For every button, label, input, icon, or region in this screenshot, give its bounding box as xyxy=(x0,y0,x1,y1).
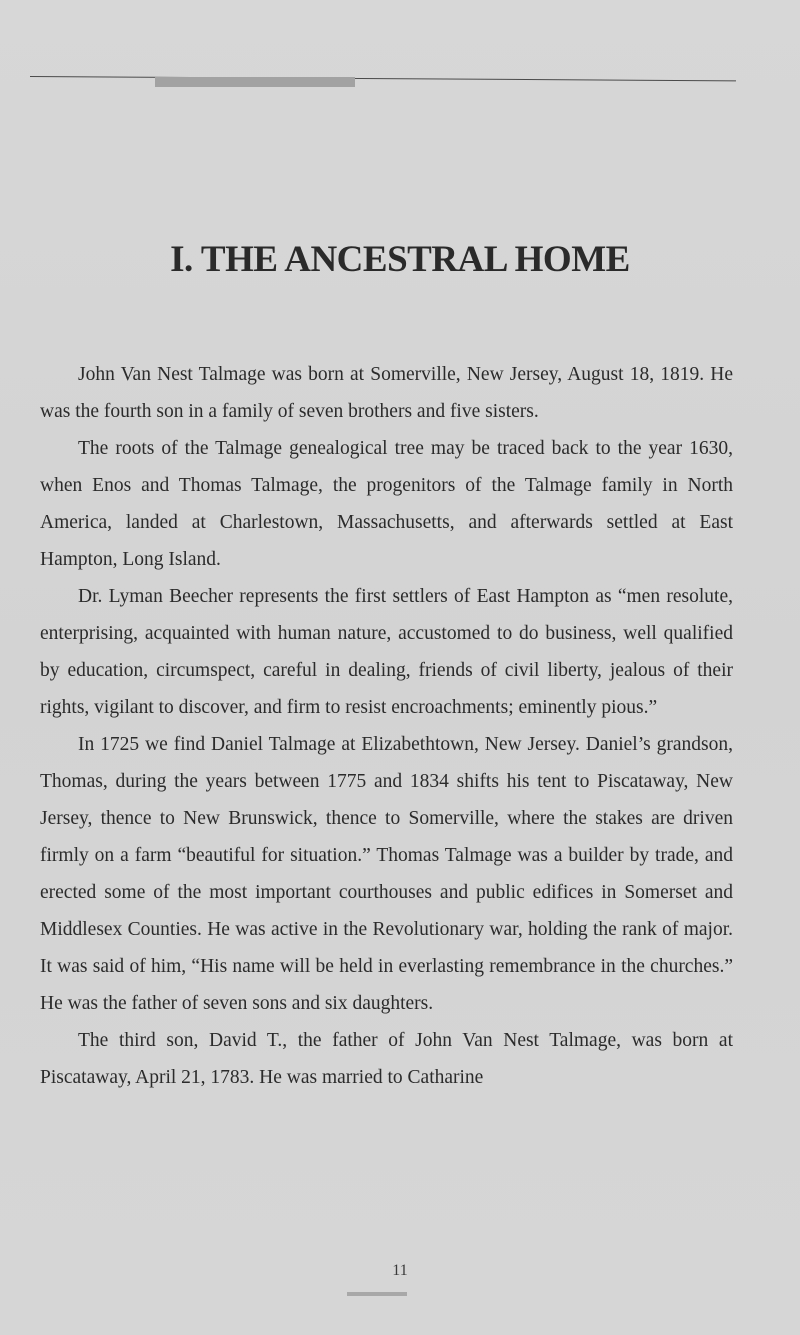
paragraph-1: John Van Nest Talmage was born at Somerville, New Jersey, August 18, 1819. He was the fourth son in a family of seven brothers and five sisters. xyxy=(40,364,733,422)
paragraph-4: In 1725 we find Daniel Talmage at Elizabethtown, New Jersey. Daniel’s grandson, Thomas, during the years between 1775 and 1834 shifts his tent to Piscataway, New Jersey, thence to New Brunswick, thence to Somerville, where the stakes are driven firmly on a farm “beautiful for situation.” Thomas Talmage was a builder by trade, and erected some of the most important courthouses and public edifices in Somerset and Middlesex Counties. He was active in the Revolutionary war, holding the rank of major. It was said of him, “His name will be held in everlasting remembrance in the churches.” He was the father of seven sons and six daughters. xyxy=(40,734,733,1014)
paragraph-5: The third son, David T., the father of John Van Nest Talmage, was born at Piscataway, April 21, 1783. He was married to Catharine xyxy=(40,1030,733,1088)
footer-decoration-band xyxy=(347,1292,407,1296)
paragraph-2: The roots of the Talmage genealogical tree may be traced back to the year 1630, when Enos and Thomas Talmage, the progenitors of the Talmage family in North America, landed at Charlestown, Massachusetts, and afterwards settled at East Hampton, Long Island. xyxy=(40,438,733,570)
paragraph-3: Dr. Lyman Beecher represents the first settlers of East Hampton as “men resolute, enterprising, acquainted with human nature, accustomed to do business, well qualified by education, circumspect, careful in dealing, friends of civil liberty, jealous of their rights, vigilant to discover, and firm to resist encroachments; eminently pious.” xyxy=(40,586,733,718)
page-number: 11 xyxy=(392,1262,408,1279)
chapter-title: I. THE ANCESTRAL HOME xyxy=(170,239,630,280)
chapter-body xyxy=(40,356,733,1096)
header-decoration-band xyxy=(155,77,355,87)
header-rule xyxy=(30,76,736,81)
